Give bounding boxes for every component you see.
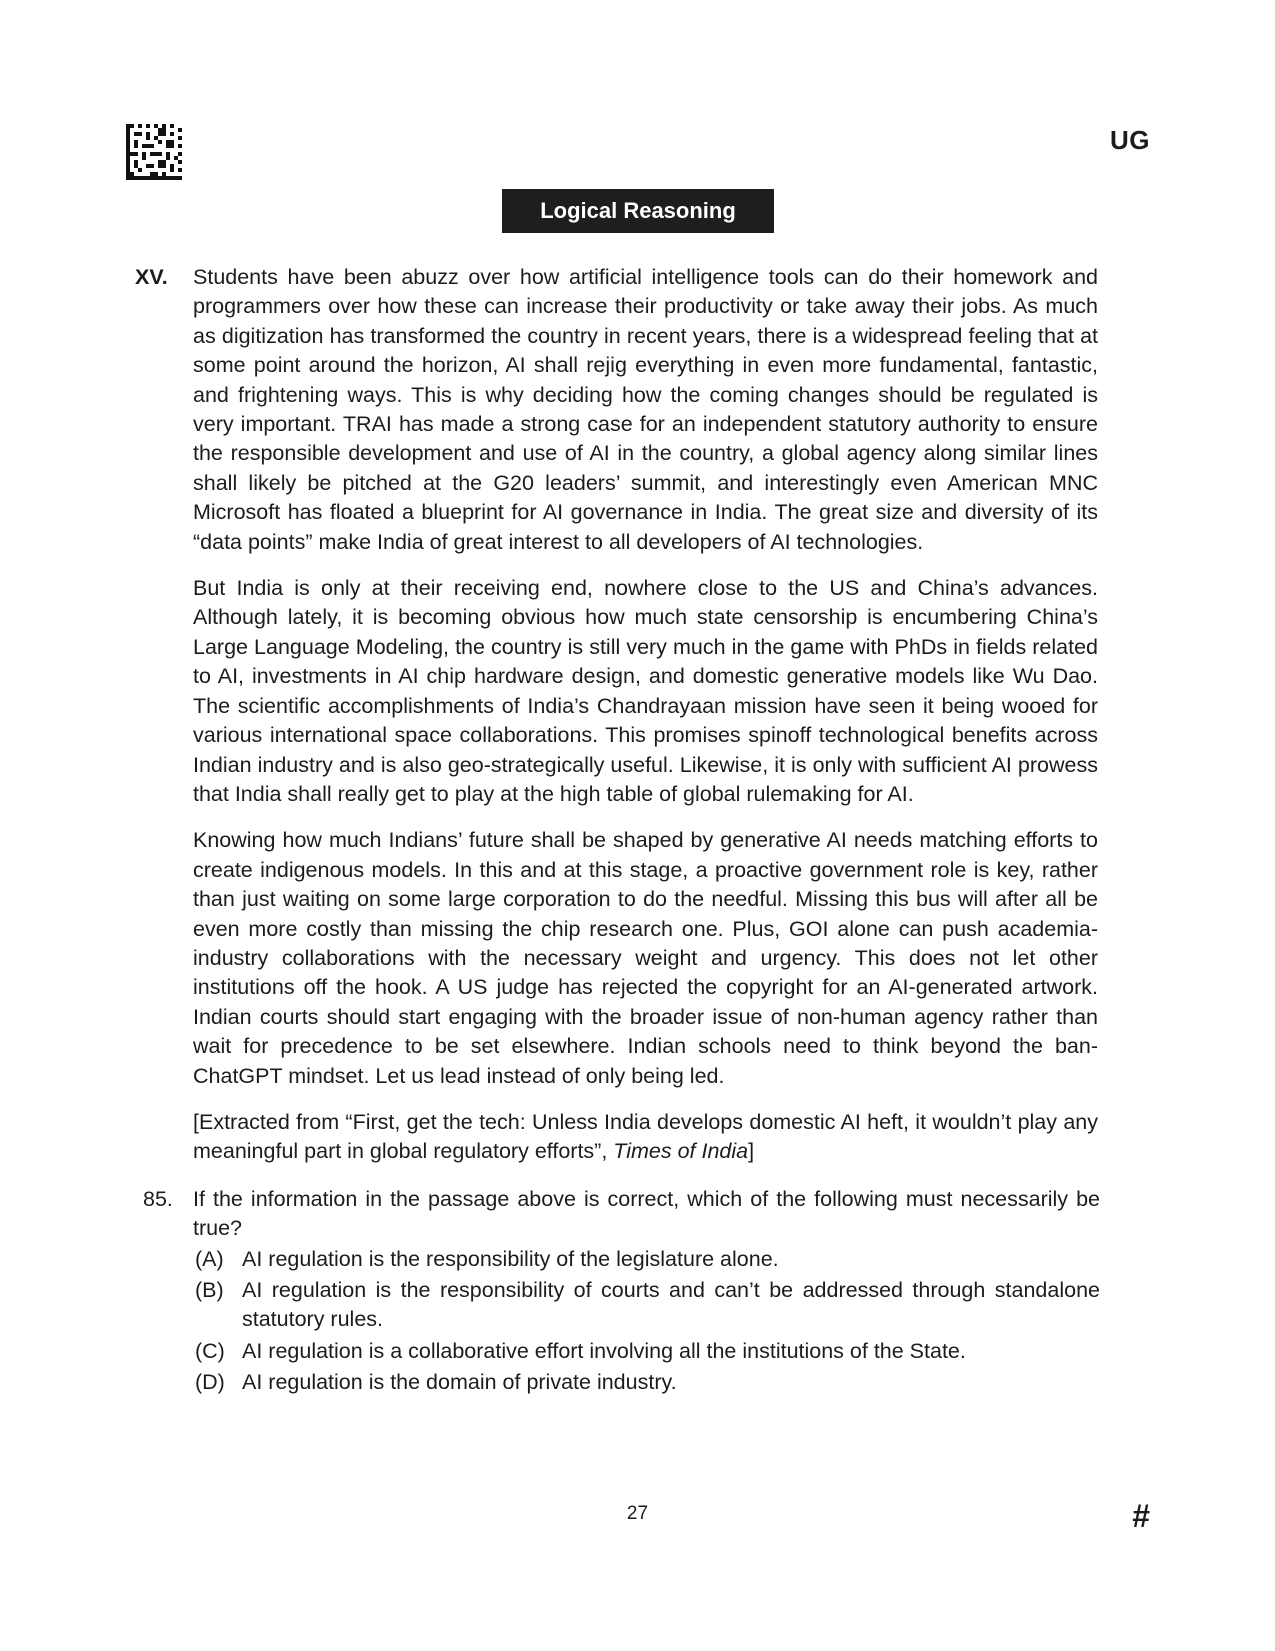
passage-paragraph-2: But India is only at their receiving end, nowhere close to the US and China’s advances. Although lately, it is becoming obvious how much state censorship is encumbering China’s Large Language Modeling, the country is still very much in the game with PhDs in fields related to AI, investments in AI chip hardware design, and domestic generative models like Wu Dao. The scientific accomplishments of India’s Chandrayaan mission have seen it being wooed for various international space collaborations. This promises spinoff technological benefits across Indian industry and is also geo-strategically useful. Likewise, it is only with sufficient AI prowess that India shall really get to play at the high table of global rulemaking for AI.	[193, 576, 1098, 806]
option-d[interactable]	[195, 1368, 1100, 1397]
passage	[135, 263, 1100, 1400]
passage-paragraph-1: Students have been abuzz over how artificial intelligence tools can do their homework and programmers over how these can increase their productivity or take away their jobs. As much as digitization has transformed the country in recent years, there is a widespread feeling that at some point around the horizon, AI shall rejig everything in even more fundamental, fantastic, and frightening ways. This is why deciding how the coming changes should be regulated is very important. TRAI has made a strong case for an independent statutory authority to ensure the responsible development and use of AI in the country, a global agency along similar lines shall likely be pitched at the G20 leaders’ summit, and interestingly even American MNC Microsoft has floated a blueprint for AI governance in India. The great size and diversity of its “data points” make India of great interest to all developers of AI technologies.	[193, 265, 1098, 554]
source-prefix: [Extracted from “First, get the tech: Unless India develops domestic AI heft, it wouldn’t play any meaningful part in global regulatory efforts”,	[193, 1109, 1098, 1164]
option-text: AI regulation is a collaborative effort involving all the institutions of the State.	[242, 1338, 966, 1363]
section-title: Logical Reasoning	[540, 198, 736, 223]
option-letter: (C)	[195, 1338, 225, 1363]
option-b[interactable]	[195, 1276, 1100, 1335]
question-number: 85.	[143, 1186, 173, 1211]
option-a[interactable]	[195, 1245, 1100, 1274]
hash-mark: #	[1132, 1498, 1150, 1534]
option-letter: (A)	[195, 1246, 224, 1271]
source-suffix: ]	[748, 1139, 755, 1164]
option-text: AI regulation is the responsibility of the legislature alone.	[242, 1246, 779, 1271]
qr-code-icon	[126, 124, 182, 180]
option-c[interactable]	[195, 1337, 1100, 1366]
section-heading	[502, 189, 774, 233]
option-letter: (B)	[195, 1278, 224, 1302]
passage-body	[193, 263, 1098, 1167]
passage-label: XV.	[135, 265, 168, 289]
option-text: AI regulation is the domain of private industry.	[242, 1370, 677, 1395]
option-letter: (D)	[195, 1370, 225, 1395]
passage-source	[193, 1108, 1098, 1167]
question-text: If the information in the passage above is correct, which of the following must necessarily be true?	[193, 1186, 1100, 1241]
passage-paragraph-3: Knowing how much Indians’ future shall be shaped by generative AI needs matching efforts to create indigenous models. In this and at this stage, a proactive government role is key, rather than just waiting on some large corporation to do the needful. Missing this bus will after all be even more costly than missing the chip research one. Plus, GOI alone can push academia-industry collaborations with the necessary weight and urgency. This does not let other institutions off the hook. A US judge has rejected the copyright for an AI-generated artwork. Indian courts should start engaging with the broader issue of non-human agency rather than wait for precedence to be set elsewhere. Indian schools need to think beyond the ban-ChatGPT mindset. Let us lead instead of only being led.	[193, 828, 1098, 1088]
paper-code: UG	[1110, 125, 1150, 155]
source-publication: Times of India	[613, 1139, 749, 1164]
page-number: 27	[626, 1503, 649, 1524]
option-text: AI regulation is the responsibility of courts and can’t be addressed through standalone statutory rules.	[242, 1278, 1100, 1332]
question-85	[135, 1185, 1100, 1398]
